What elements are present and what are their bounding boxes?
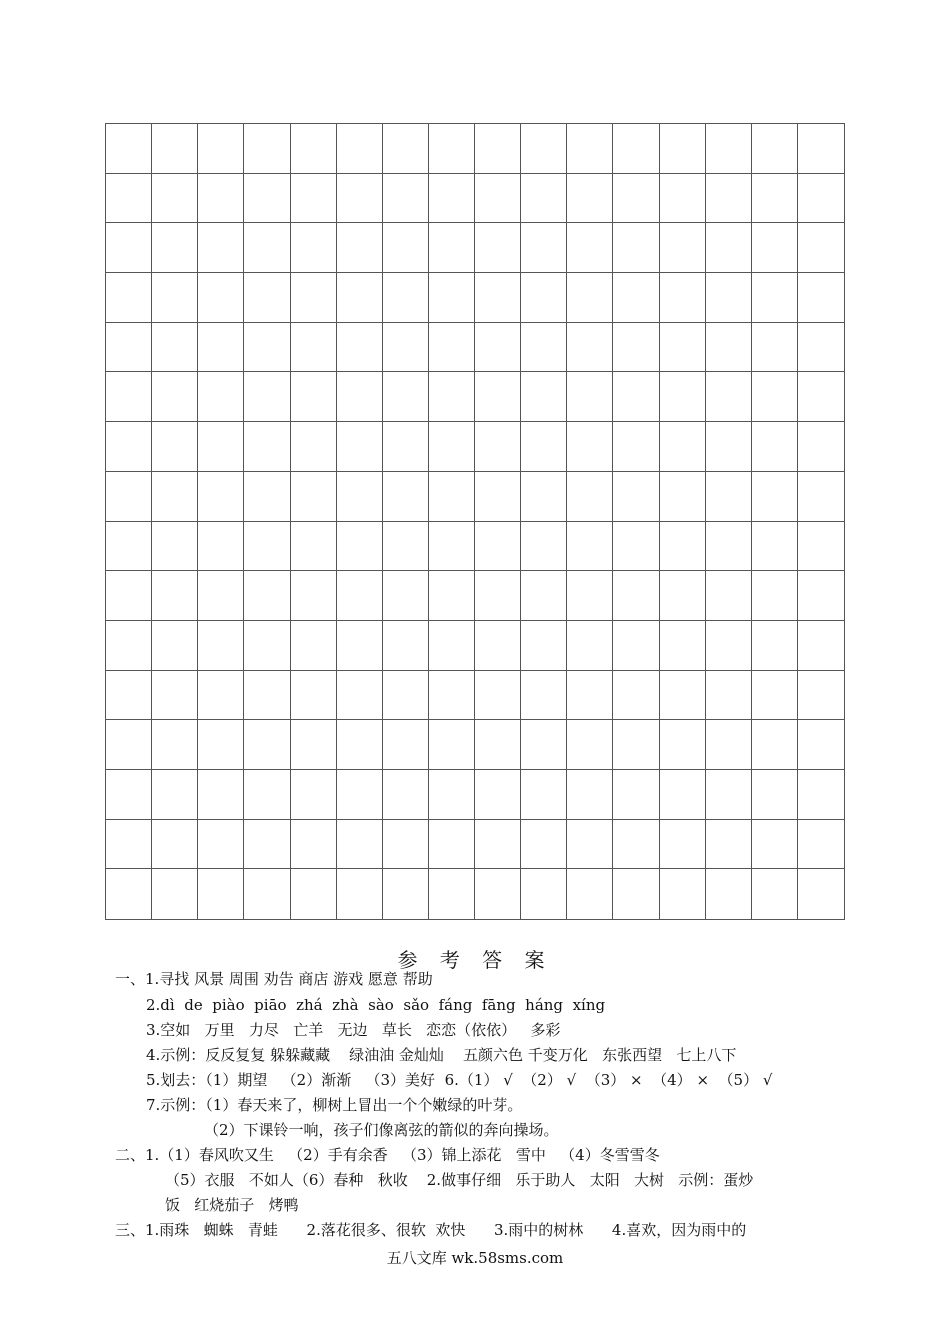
grid-cell (752, 720, 798, 770)
grid-cell (291, 571, 337, 621)
grid-cell (660, 174, 706, 224)
grid-cell (475, 770, 521, 820)
grid-cell (152, 174, 198, 224)
grid-cell (383, 522, 429, 572)
grid-cell (383, 273, 429, 323)
grid-cell (106, 671, 152, 721)
grid-cell (567, 770, 613, 820)
grid-cell (152, 472, 198, 522)
answer-title: 参 考 答 案 (397, 948, 553, 972)
grid-cell (152, 422, 198, 472)
grid-cell (337, 273, 383, 323)
grid-cell (521, 472, 567, 522)
grid-cell (106, 223, 152, 273)
grid-cell (567, 720, 613, 770)
grid-cell (198, 571, 244, 621)
grid-cell (429, 671, 475, 721)
grid-cell (429, 372, 475, 422)
grid-cell (660, 472, 706, 522)
grid-cell (752, 869, 798, 919)
grid-cell (521, 869, 567, 919)
grid-cell (660, 323, 706, 373)
grid-cell (198, 820, 244, 870)
answer-line-5: 5.划去：（1）期望 （2）渐渐 （3）美好 6.（1） √ （2） √ （3） × （4） × （5） √ (146, 1071, 773, 1089)
grid-cell (337, 621, 383, 671)
grid-cell (798, 174, 844, 224)
grid-cell (521, 174, 567, 224)
grid-cell (798, 223, 844, 273)
grid-cell (106, 770, 152, 820)
grid-cell (106, 323, 152, 373)
grid-cell (521, 720, 567, 770)
grid-cell (475, 472, 521, 522)
grid-cell (613, 671, 659, 721)
grid-cell (567, 273, 613, 323)
grid-cell (198, 621, 244, 671)
grid-cell (706, 621, 752, 671)
grid-cell (198, 124, 244, 174)
grid-cell (198, 720, 244, 770)
grid-cell (660, 273, 706, 323)
grid-cell (613, 174, 659, 224)
grid-cell (567, 820, 613, 870)
grid-cell (660, 671, 706, 721)
grid-cell (706, 671, 752, 721)
grid-cell (567, 323, 613, 373)
grid-cell (752, 323, 798, 373)
grid-cell (706, 273, 752, 323)
grid-cell (383, 621, 429, 671)
answer-line-8: 二、1.（1）春风吹又生 （2）手有余香 （3）锦上添花 雪中 （4）冬雪雪冬 (115, 1146, 660, 1164)
grid-cell (613, 621, 659, 671)
grid-cell (521, 372, 567, 422)
grid-cell (106, 720, 152, 770)
grid-cell (613, 223, 659, 273)
grid-cell (337, 174, 383, 224)
grid-cell (475, 223, 521, 273)
grid-cell (337, 422, 383, 472)
grid-cell (798, 820, 844, 870)
grid-cell (244, 422, 290, 472)
grid-cell (475, 273, 521, 323)
grid-cell (106, 820, 152, 870)
grid-cell (567, 472, 613, 522)
grid-cell (706, 770, 752, 820)
grid-cell (706, 820, 752, 870)
grid-cell (752, 273, 798, 323)
grid-cell (198, 671, 244, 721)
grid-cell (521, 124, 567, 174)
grid-cell (106, 372, 152, 422)
grid-cell (752, 372, 798, 422)
grid-cell (291, 273, 337, 323)
grid-cell (521, 223, 567, 273)
grid-cell (475, 174, 521, 224)
answer-line-2: 2.dì de piào piāo zhá zhà sào sǎo fáng fāng háng xíng (146, 996, 606, 1014)
writing-grid (105, 123, 845, 920)
grid-cell (706, 720, 752, 770)
grid-cell (244, 124, 290, 174)
grid-cell (152, 273, 198, 323)
grid-cell (152, 124, 198, 174)
grid-cell (567, 124, 613, 174)
grid-cell (798, 124, 844, 174)
answer-line-11: 三、1.雨珠 蜘蛛 青蛙 2.落花很多、很软 欢快 3.雨中的树林 4.喜欢，因为雨中的 (115, 1221, 747, 1239)
grid-cell (291, 223, 337, 273)
grid-cell (521, 422, 567, 472)
grid-cell (383, 869, 429, 919)
grid-cell (337, 323, 383, 373)
grid-cell (198, 770, 244, 820)
grid-cell (660, 372, 706, 422)
grid-cell (291, 522, 337, 572)
grid-cell (244, 671, 290, 721)
grid-cell (706, 522, 752, 572)
answer-line-1: 一、1.寻找 风景 周围 劝告 商店 游戏 愿意 帮助 (115, 970, 433, 988)
grid-cell (291, 323, 337, 373)
grid-cell (291, 124, 337, 174)
grid-cell (798, 869, 844, 919)
grid-cell (567, 869, 613, 919)
grid-cell (475, 621, 521, 671)
grid-cell (429, 223, 475, 273)
grid-cell (798, 720, 844, 770)
grid-cell (244, 770, 290, 820)
grid-cell (244, 323, 290, 373)
grid-cell (475, 323, 521, 373)
grid-cell (752, 522, 798, 572)
answer-line-7: （2）下课铃一响，孩子们像离弦的箭似的奔向操场。 (204, 1121, 559, 1139)
grid-cell (429, 770, 475, 820)
answer-line-3: 3.空如 万里 力尽 亡羊 无边 草长 恋恋（依依） 多彩 (146, 1021, 561, 1039)
grid-cell (291, 621, 337, 671)
grid-cell (152, 571, 198, 621)
grid-cell (429, 174, 475, 224)
grid-cell (752, 621, 798, 671)
grid-cell (521, 770, 567, 820)
grid-cell (475, 372, 521, 422)
grid-cell (429, 522, 475, 572)
grid-cell (383, 720, 429, 770)
grid-cell (383, 124, 429, 174)
grid-cell (383, 472, 429, 522)
answer-line-10: 饭 红烧茄子 烤鸭 (165, 1196, 299, 1214)
grid-cell (383, 174, 429, 224)
grid-cell (337, 720, 383, 770)
grid-cell (706, 174, 752, 224)
grid-cell (752, 422, 798, 472)
grid-cell (337, 124, 383, 174)
grid-cell (521, 571, 567, 621)
grid-cell (244, 869, 290, 919)
grid-cell (706, 472, 752, 522)
grid-cell (752, 571, 798, 621)
grid-cell (244, 571, 290, 621)
grid-cell (198, 323, 244, 373)
grid-cell (475, 869, 521, 919)
answer-line-6: 7.示例：（1）春天来了，柳树上冒出一个个嫩绿的叶芽。 (146, 1096, 523, 1114)
grid-cell (337, 522, 383, 572)
grid-cell (198, 472, 244, 522)
grid-cell (660, 522, 706, 572)
grid-cell (198, 273, 244, 323)
grid-cell (152, 720, 198, 770)
grid-cell (752, 770, 798, 820)
grid-cell (752, 223, 798, 273)
grid-cell (198, 522, 244, 572)
grid-cell (106, 621, 152, 671)
grid-cell (521, 522, 567, 572)
grid-cell (291, 472, 337, 522)
answer-line-4: 4.示例：反反复复 躲躲藏藏 绿油油 金灿灿 五颜六色 千变万化 东张西望 七上八下 (146, 1046, 737, 1064)
grid-cell (337, 770, 383, 820)
grid-cell (752, 671, 798, 721)
grid-cell (798, 522, 844, 572)
grid-cell (152, 770, 198, 820)
grid-cell (752, 820, 798, 870)
grid-cell (475, 124, 521, 174)
grid-cell (613, 770, 659, 820)
grid-cell (152, 869, 198, 919)
grid-cell (152, 223, 198, 273)
grid-cell (660, 770, 706, 820)
grid-cell (706, 571, 752, 621)
grid-cell (429, 323, 475, 373)
grid-cell (567, 372, 613, 422)
grid-cell (567, 422, 613, 472)
grid-cell (706, 372, 752, 422)
grid-cell (475, 671, 521, 721)
grid-cell (798, 472, 844, 522)
grid-cell (198, 422, 244, 472)
grid-cell (567, 571, 613, 621)
grid-cell (521, 323, 567, 373)
grid-cell (798, 571, 844, 621)
grid-cell (198, 869, 244, 919)
grid-cell (798, 422, 844, 472)
grid-cell (383, 372, 429, 422)
grid-cell (613, 323, 659, 373)
grid-cell (521, 671, 567, 721)
grid-cell (660, 869, 706, 919)
grid-cell (291, 869, 337, 919)
grid-cell (567, 621, 613, 671)
grid-cell (613, 522, 659, 572)
grid-cell (337, 372, 383, 422)
grid-cell (106, 124, 152, 174)
grid-cell (198, 174, 244, 224)
grid-cell (798, 273, 844, 323)
grid-cell (291, 174, 337, 224)
grid-cell (291, 770, 337, 820)
grid-cell (521, 820, 567, 870)
grid-cell (567, 174, 613, 224)
grid-cell (106, 174, 152, 224)
grid-cell (475, 571, 521, 621)
grid-cell (706, 869, 752, 919)
grid-cell (198, 223, 244, 273)
grid-cell (567, 522, 613, 572)
grid-cell (429, 571, 475, 621)
grid-cell (244, 720, 290, 770)
grid-cell (752, 124, 798, 174)
grid-cell (244, 372, 290, 422)
grid-cell (244, 273, 290, 323)
grid-cell (660, 621, 706, 671)
grid-cell (475, 422, 521, 472)
answer-line-9: （5）衣服 不如人（6）春种 秋收 2.做事仔细 乐于助人 太阳 大树 示例：蛋炒 (165, 1171, 754, 1189)
grid-cell (475, 522, 521, 572)
grid-cell (613, 273, 659, 323)
grid-cell (152, 671, 198, 721)
grid-cell (383, 571, 429, 621)
grid-cell (291, 720, 337, 770)
grid-cell (429, 273, 475, 323)
grid-cell (106, 422, 152, 472)
grid-cell (567, 671, 613, 721)
grid-cell (152, 372, 198, 422)
grid-cell (291, 820, 337, 870)
grid-cell (613, 372, 659, 422)
grid-cell (106, 571, 152, 621)
grid-cell (429, 621, 475, 671)
grid-cell (291, 422, 337, 472)
grid-cell (106, 869, 152, 919)
grid-cell (429, 820, 475, 870)
grid-cell (429, 720, 475, 770)
grid-cell (152, 621, 198, 671)
grid-cell (798, 621, 844, 671)
grid-cell (337, 571, 383, 621)
grid-cell (798, 671, 844, 721)
grid-cell (244, 621, 290, 671)
grid-cell (521, 273, 567, 323)
grid-cell (660, 124, 706, 174)
grid-cell (337, 820, 383, 870)
grid-cell (613, 472, 659, 522)
grid-cell (660, 720, 706, 770)
grid-cell (752, 174, 798, 224)
grid-cell (429, 472, 475, 522)
grid-cell (383, 223, 429, 273)
grid-cell (613, 124, 659, 174)
grid-cell (475, 820, 521, 870)
grid-cell (337, 472, 383, 522)
grid-cell (613, 422, 659, 472)
grid-cell (244, 522, 290, 572)
grid-cell (152, 323, 198, 373)
grid-cell (337, 869, 383, 919)
grid-cell (660, 223, 706, 273)
grid-cell (521, 621, 567, 671)
grid-cell (337, 223, 383, 273)
grid-cell (244, 820, 290, 870)
grid-cell (706, 323, 752, 373)
grid-cell (244, 472, 290, 522)
grid-cell (706, 223, 752, 273)
grid-cell (475, 720, 521, 770)
grid-cell (106, 522, 152, 572)
grid-cell (567, 223, 613, 273)
grid-cell (291, 372, 337, 422)
grid-cell (383, 422, 429, 472)
grid-cell (660, 571, 706, 621)
grid-cell (660, 820, 706, 870)
grid-cell (706, 422, 752, 472)
grid-cell (198, 372, 244, 422)
grid-cell (660, 422, 706, 472)
grid-cell (383, 323, 429, 373)
grid-cell (613, 869, 659, 919)
grid-cell (291, 671, 337, 721)
grid-cell (613, 720, 659, 770)
grid-cell (613, 820, 659, 870)
grid-cell (798, 323, 844, 373)
grid-cell (244, 174, 290, 224)
grid-cell (106, 472, 152, 522)
grid-cell (383, 820, 429, 870)
grid-cell (429, 869, 475, 919)
grid-cell (752, 472, 798, 522)
grid-cell (152, 522, 198, 572)
grid-cell (798, 770, 844, 820)
grid-cell (706, 124, 752, 174)
grid-cell (798, 372, 844, 422)
grid-cell (429, 422, 475, 472)
grid-cell (429, 124, 475, 174)
grid-cell (152, 820, 198, 870)
grid-cell (106, 273, 152, 323)
grid-cell (613, 571, 659, 621)
grid-cell (383, 671, 429, 721)
grid-cell (383, 770, 429, 820)
grid-cell (337, 671, 383, 721)
grid-cell (244, 223, 290, 273)
footer-watermark: 五八文库 wk.58sms.com (386, 1249, 564, 1267)
